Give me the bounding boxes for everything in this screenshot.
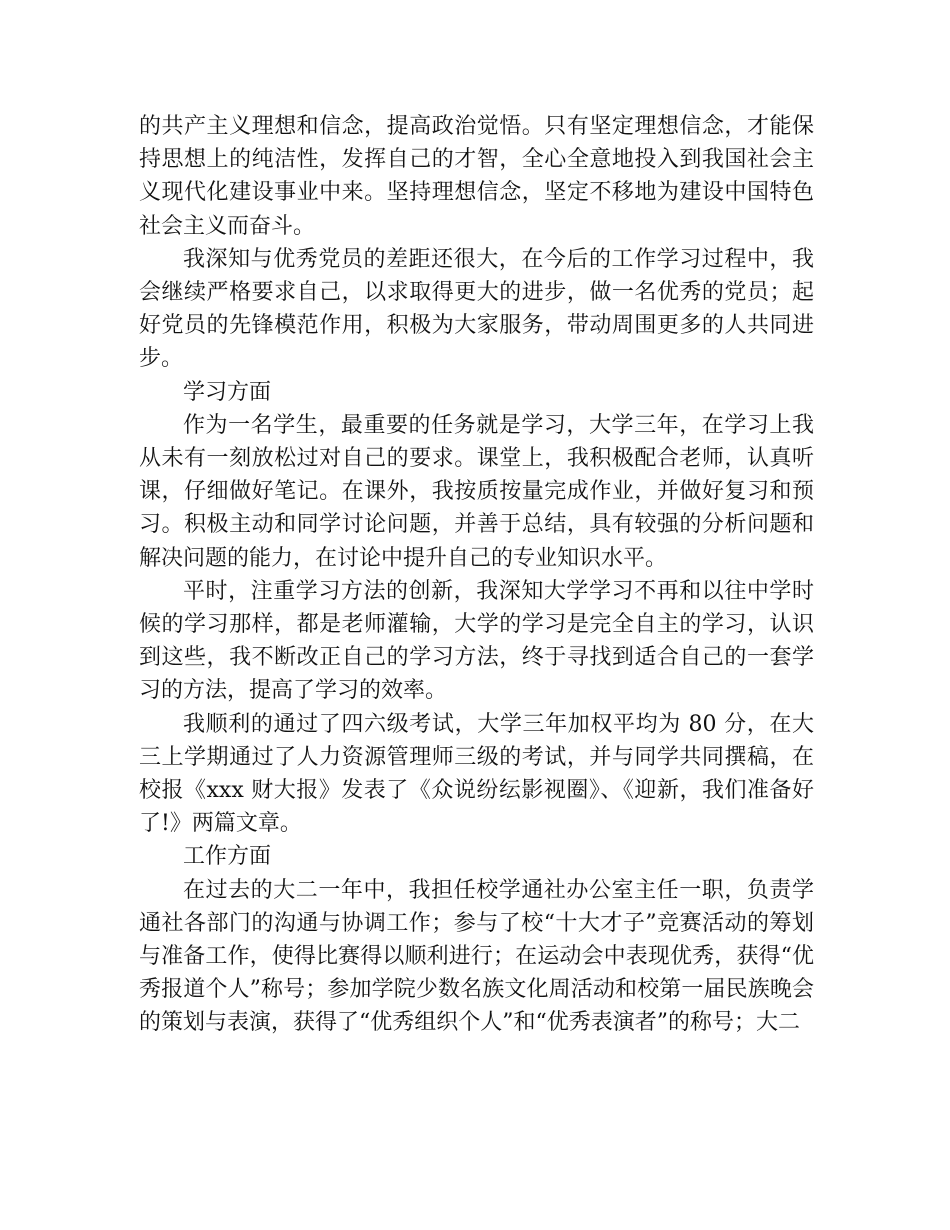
section-heading-study: 学习方面 — [183, 379, 272, 405]
paragraph-study-attitude: 作为一名学生，最重要的任务就是学习，大学三年，在学习上我从未有一刻放松过对自己的要求。课堂上，我积极配合老师，认真听课，仔细做好笔记。在课外，我按质按量完成作业，并做好复习和预习。积极主动和同学讨论问题，并善于总结，具有较强的分析问题和解决问题的能力，在讨论中提升自己的专业知识水平。 — [139, 412, 814, 571]
document-page — [139, 110, 814, 1040]
paragraph-study-achievements: 我顺利的通过了四六级考试，大学三年加权平均为 80 分，在大三上学期通过了人力资源管理师三级的考试，并与同学共同撰稿，在校报《xxx 财大报》发表了《众说纷纭影视圈》、《迎新，我们准备好了!》两篇文章。 — [139, 711, 814, 837]
paragraph-ideals: 的共产主义理想和信念，提高政治觉悟。只有坚定理想信念，才能保持思想上的纯洁性，发挥自己的才智，全心全意地投入到我国社会主义现代化建设事业中来。坚持理想信念，坚定不移地为建设中国特色社会主义而奋斗。 — [139, 114, 814, 239]
paragraph-work-experience: 在过去的大二一年中，我担任校学通社办公室主任一职，负责学通社各部门的沟通与协调工作；参与了校“十大才子”竞赛活动的筹划与准备工作，使得比赛得以顺利进行；在运动会中表现优秀，获得“优秀报道个人”称号；参加学院少数名族文化周活动和校第一届民族晚会的策划与表演，获得了“优秀组织个人”和“优秀表演者”的称号；大二 — [139, 877, 814, 1036]
paragraph-party-member: 我深知与优秀党员的差距还很大，在今后的工作学习过程中，我会继续严格要求自己，以求取得更大的进步，做一名优秀的党员；起好党员的先锋模范作用，积极为大家服务，带动周围更多的人共同进步。 — [139, 246, 814, 372]
section-heading-work: 工作方面 — [183, 844, 272, 870]
paragraph-study-method: 平时，注重学习方法的创新，我深知大学学习不再和以往中学时候的学习那样，都是老师灌输，大学的学习是完全自主的学习，认识到这些，我不断改正自己的学习方法，终于寻找到适合自己的一套学习的方法，提高了学习的效率。 — [139, 578, 814, 704]
